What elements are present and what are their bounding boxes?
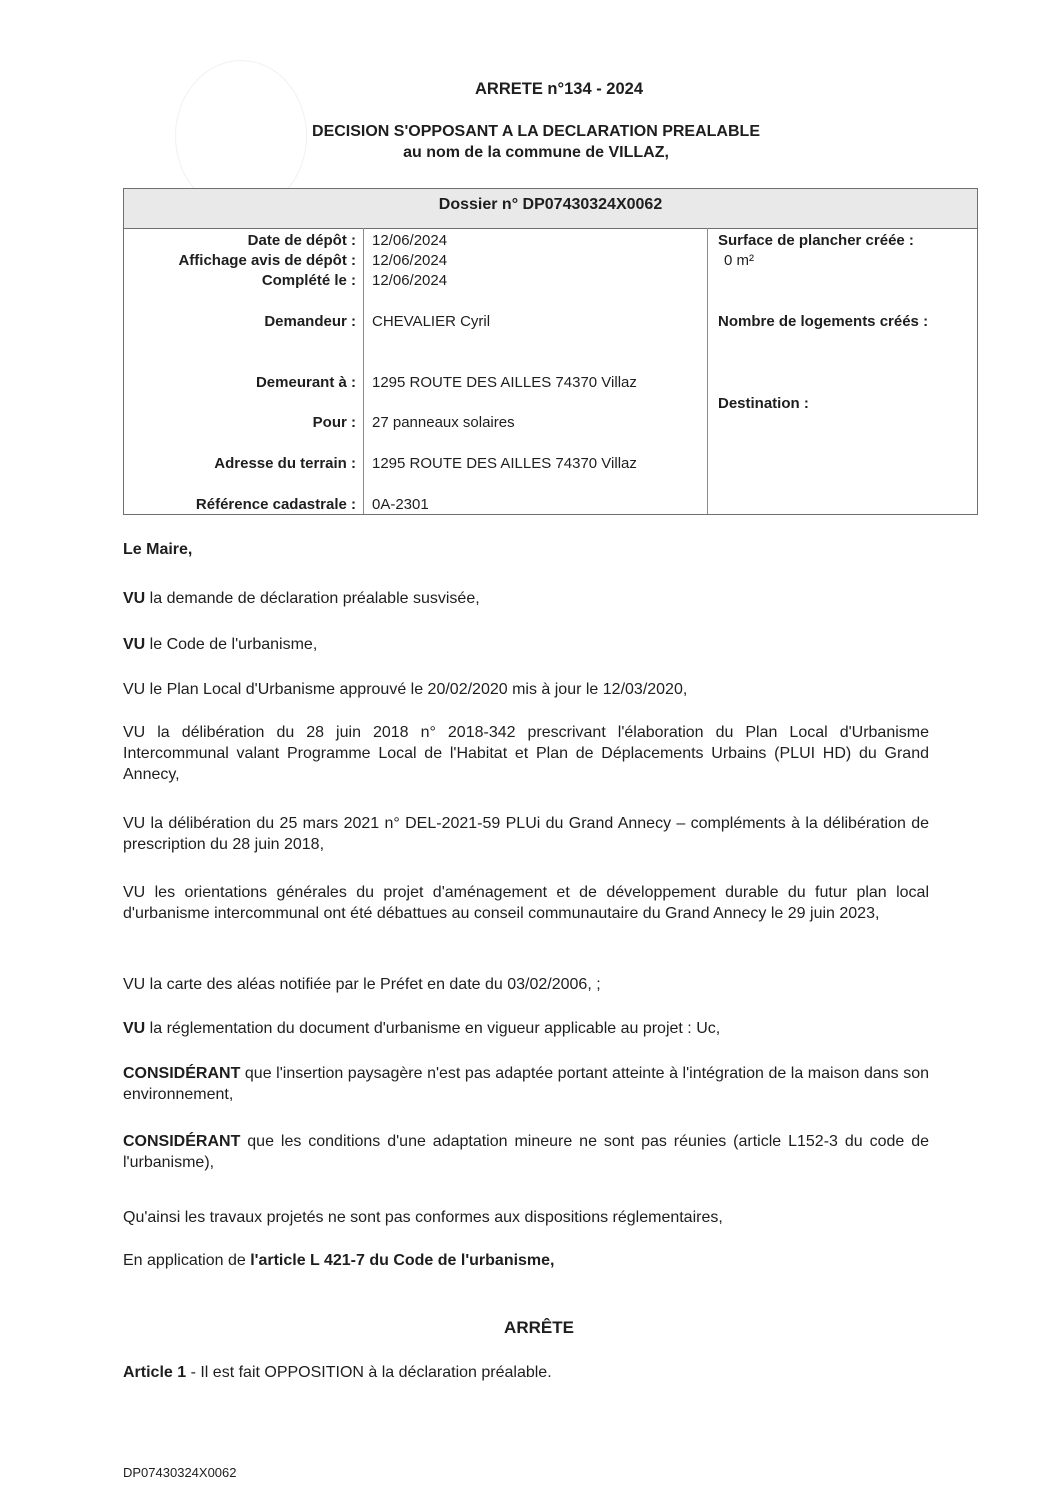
article-1: Article 1 - Il est fait OPPOSITION à la déclaration préalable. [123,1364,552,1381]
vu-carte-aleas: VU la carte des aléas notifiée par le Préfet en date du 03/02/2006, ; [123,976,601,993]
ainsi-travaux: Qu'ainsi les travaux projetés ne sont pas conformes aux dispositions réglementaires, [123,1209,723,1226]
field-label: Date de dépôt : [247,232,356,249]
label-column [124,228,356,516]
field-value: 1295 ROUTE DES AILLES 74370 Villaz [372,455,637,472]
field-label: Adresse du terrain : [214,455,356,472]
table-divider [707,228,708,514]
field-value: CHEVALIER Cyril [372,313,491,330]
arrete-number: ARRETE n°134 - 2024 [475,80,643,98]
vu-orientations: VU les orientations générales du projet d'aménagement et de développement durable du futur plan local d'urbanisme intercommunal ont été débattues au conseil communautaire du Grand Annecy le 29 juin 2023, [123,884,929,922]
field-label: Référence cadastrale : [195,496,356,513]
footer-reference: DP07430324X0062 [123,1465,237,1480]
field-label: Pour : [312,414,356,431]
considerant-adaptation: CONSIDÉRANT que les conditions d'une adaptation mineure ne sont pas réunies (article L152-3 du code de l'urbanisme), [123,1133,929,1171]
logements-label: Nombre de logements créés : [718,313,929,330]
destination-label: Destination : [718,395,809,412]
commune-line: au nom de la commune de VILLAZ, [403,144,669,161]
vu-deliberation-2018: VU la délibération du 28 juin 2018 n° 2018-342 prescrivant l'élaboration du Plan Local d'Urbanisme Intercommunal valant Programme Local de l'Habitat et Plan de Déplacements Urbains (PLUI HD) du Grand Annecy, [123,724,929,783]
field-value: 12/06/2024 [372,232,448,249]
field-label: Demeurant à : [255,374,356,391]
field-label: Complété le : [261,272,356,289]
field-label: Affichage avis de dépôt : [178,252,356,269]
considerant-insertion: CONSIDÉRANT que l'insertion paysagère n'est pas adaptée portant atteinte à l'intégration de la maison dans son environnement, [123,1065,929,1103]
right-column [718,228,978,516]
decision-title: DECISION S'OPPOSANT A LA DECLARATION PREALABLE [312,123,760,140]
dossier-title: Dossier n° DP07430324X0062 [124,189,977,229]
value-column [372,228,707,516]
field-value: 12/06/2024 [372,272,448,289]
vu-deliberation-2021: VU la délibération du 25 mars 2021 n° DEL-2021-59 PLUi du Grand Annecy – compléments à la délibération de prescription du 28 juin 2018, [123,815,929,853]
arrete-heading: ARRÊTE [504,1318,574,1337]
vu-demande: VU la demande de déclaration préalable susvisée, [123,590,480,607]
vu-reglementation: VU la réglementation du document d'urbanisme en vigueur applicable au projet : Uc, [123,1020,721,1037]
surface-value: 0 m² [724,252,754,269]
field-value: 0A-2301 [372,496,429,513]
dossier-table [123,188,978,515]
vu-code: VU le Code de l'urbanisme, [123,636,318,653]
surface-label: Surface de plancher créée : [718,232,914,249]
field-value: 12/06/2024 [372,252,448,269]
maire-heading: Le Maire, [123,541,193,558]
en-application: En application de l'article L 421-7 du Code de l'urbanisme, [123,1252,555,1269]
vu-plu: VU le Plan Local d'Urbanisme approuvé le 20/02/2020 mis à jour le 12/03/2020, [123,681,688,698]
field-label: Demandeur : [264,313,356,330]
field-value: 1295 ROUTE DES AILLES 74370 Villaz [372,374,637,391]
table-divider [363,228,364,514]
field-value: 27 panneaux solaires [372,414,515,431]
